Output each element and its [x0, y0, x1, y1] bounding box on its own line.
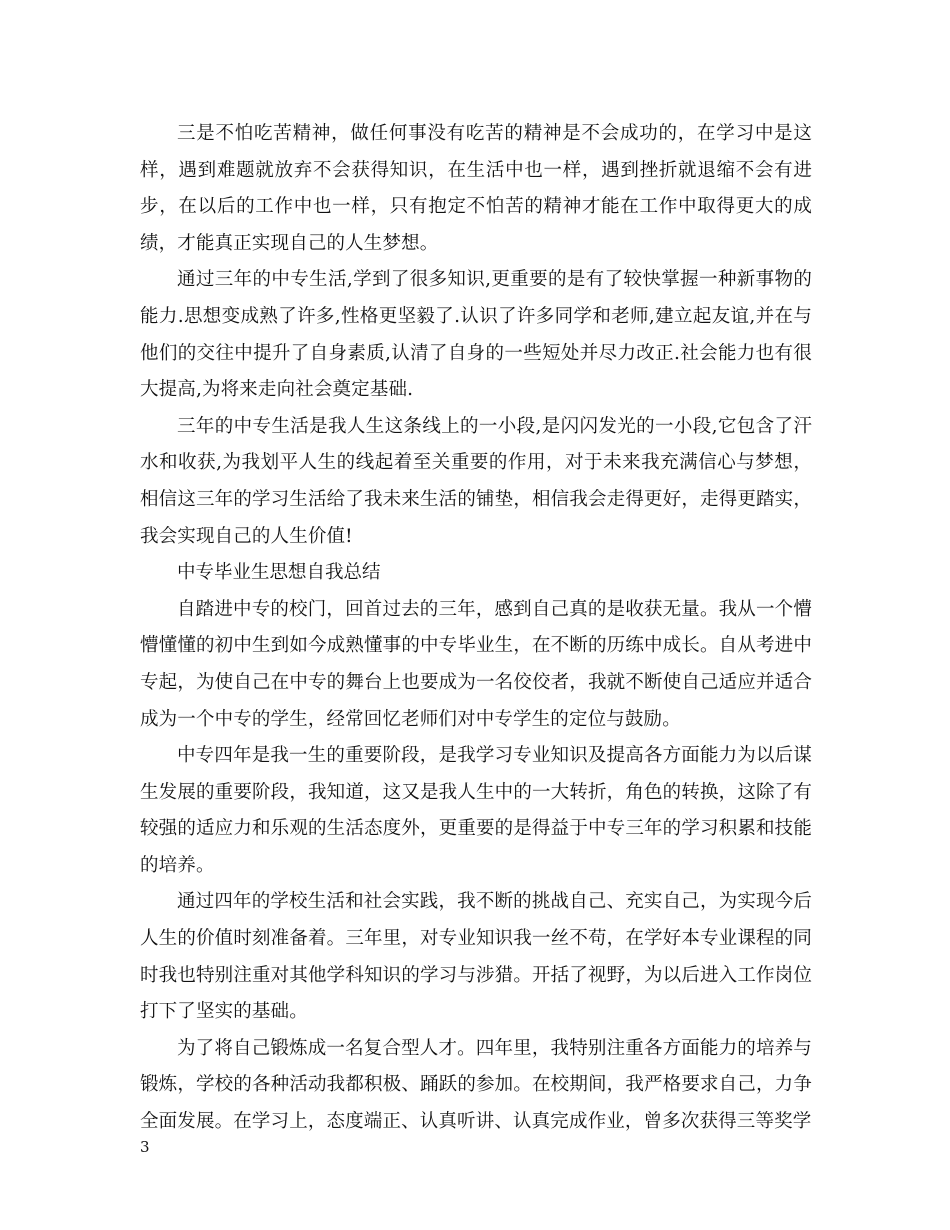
- paragraph-all-round-development: 为了将自己锻炼成一名复合型人才。四年里，我特别注重各方面能力的培养与锻炼，学校的各种活动我都积极、踊跃的参加。在校期间，我严格要求自己，力争全面发展。在学习上，态度端正、认真听讲、认真完成作业，曾多次获得三等奖学: [140, 1037, 812, 1133]
- paragraph-entering-school: 自踏进中专的校门，回首过去的三年，感到自己真的是收获无量。我从一个懵懵懂懂的初中生到如今成熟懂事的中专毕业生，在不断的历练中成长。自从考进中专起，为使自己在中专的舞台上也要成为一名佼佼者，我就不断使自己适应并适合成为一个中专的学生，经常回忆老师们对中专学生的定位与鼓励。: [140, 598, 812, 730]
- document-body: [140, 116, 812, 1141]
- section-heading: 中专毕业生思想自我总结: [177, 562, 381, 584]
- paragraph-school-life-practice: 通过四年的学校生活和社会实践，我不断的挑战自己、充实自己，为实现今后人生的价值时刻准备着。三年里，对专业知识我一丝不苟，在学好本专业课程的同时我也特别注重对其他学科知识的学习与涉猎。开括了视野，为以后进入工作岗位打下了坚实的基础。: [140, 891, 812, 1023]
- paragraph-three-years-knowledge: 通过三年的中专生活,学到了很多知识,更重要的是有了较快掌握一种新事物的能力.思想变成熟了许多,性格更坚毅了.认识了许多同学和老师,建立起友谊,并在与他们的交往中提升了自身素质,认清了自身的一些短处并尽力改正.社会能力也有很大提高,为将来走向社会奠定基础.: [140, 269, 812, 401]
- page-number: 3: [140, 1138, 150, 1156]
- paragraph-life-segment: 三年的中专生活是我人生这条线上的一小段,是闪闪发光的一小段,它包含了汗水和收获,为我划平人生的线起着至关重要的作用，对于未来我充满信心与梦想，相信这三年的学习生活给了我未来生活的铺垫，相信我会走得更好，走得更踏实，我会实现自己的人生价值!: [140, 415, 812, 547]
- paragraph-four-years-stage: 中专四年是我一生的重要阶段，是我学习专业知识及提高各方面能力为以后谋生发展的重要阶段，我知道，这又是我人生中的一大转折，角色的转换，这除了有较强的适应力和乐观的生活态度外，更重要的是得益于中专三年的学习积累和技能的培养。: [140, 745, 812, 876]
- paragraph-hardship-spirit: 三是不怕吃苦精神，做任何事没有吃苦的精神是不会成功的，在学习中是这样，遇到难题就放弃不会获得知识，在生活中也一样，遇到挫折就退缩不会有进步，在以后的工作中也一样，只有抱定不怕苦的精神才能在工作中取得更大的成绩，才能真正实现自己的人生梦想。: [140, 123, 812, 254]
